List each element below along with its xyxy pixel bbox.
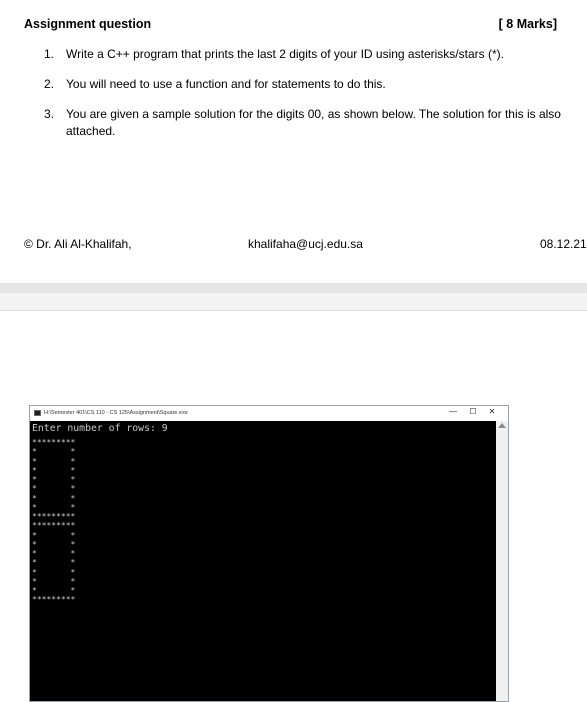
question-text: You will need to use a function and for statements to do this. [66,77,386,91]
minimize-button[interactable]: — [449,407,457,416]
question-text: You are given a sample solution for the digits 00, as shown below. The solution for this is also attached. [66,107,561,138]
console-star-output: ********* * * * * * * * * * * * * * * ********* ********* * * * * * * * * * * * * * * ********* [32,438,76,605]
console-window-title: H:\Semester 401\CS 110 - CS 125\Assignment\Square.exe [44,410,188,416]
console-app-icon [34,410,41,416]
footer-date: 08.12.21 [540,237,587,251]
question-number: 2. [44,77,55,91]
question-text: Write a C++ program that prints the last 2 digits of your ID using asterisks/stars (*). [66,47,504,61]
question-number: 3. [44,107,55,121]
question-list [44,46,574,153]
question-item [44,106,574,140]
close-button[interactable]: ✕ [488,407,496,416]
footer-email: khalifaha@ucj.edu.sa [248,237,363,251]
page-separator [0,283,587,293]
question-number: 1. [44,47,55,61]
console-window [29,405,509,702]
console-scrollbar[interactable] [496,421,508,701]
assignment-title: Assignment question [24,17,152,31]
document-page [0,0,587,283]
page-separator-band [0,293,587,311]
scroll-up-arrow-icon[interactable] [498,423,506,428]
console-prompt: Enter number of rows: 9 [32,423,168,434]
question-item [44,76,574,93]
footer-author: © Dr. Ali Al-Khalifah, [24,237,132,251]
question-item [44,46,574,63]
marks-label: [ 8 Marks] [498,17,557,31]
maximize-button[interactable]: ☐ [469,407,477,416]
console-output-area [30,421,496,701]
console-titlebar[interactable] [30,406,508,421]
